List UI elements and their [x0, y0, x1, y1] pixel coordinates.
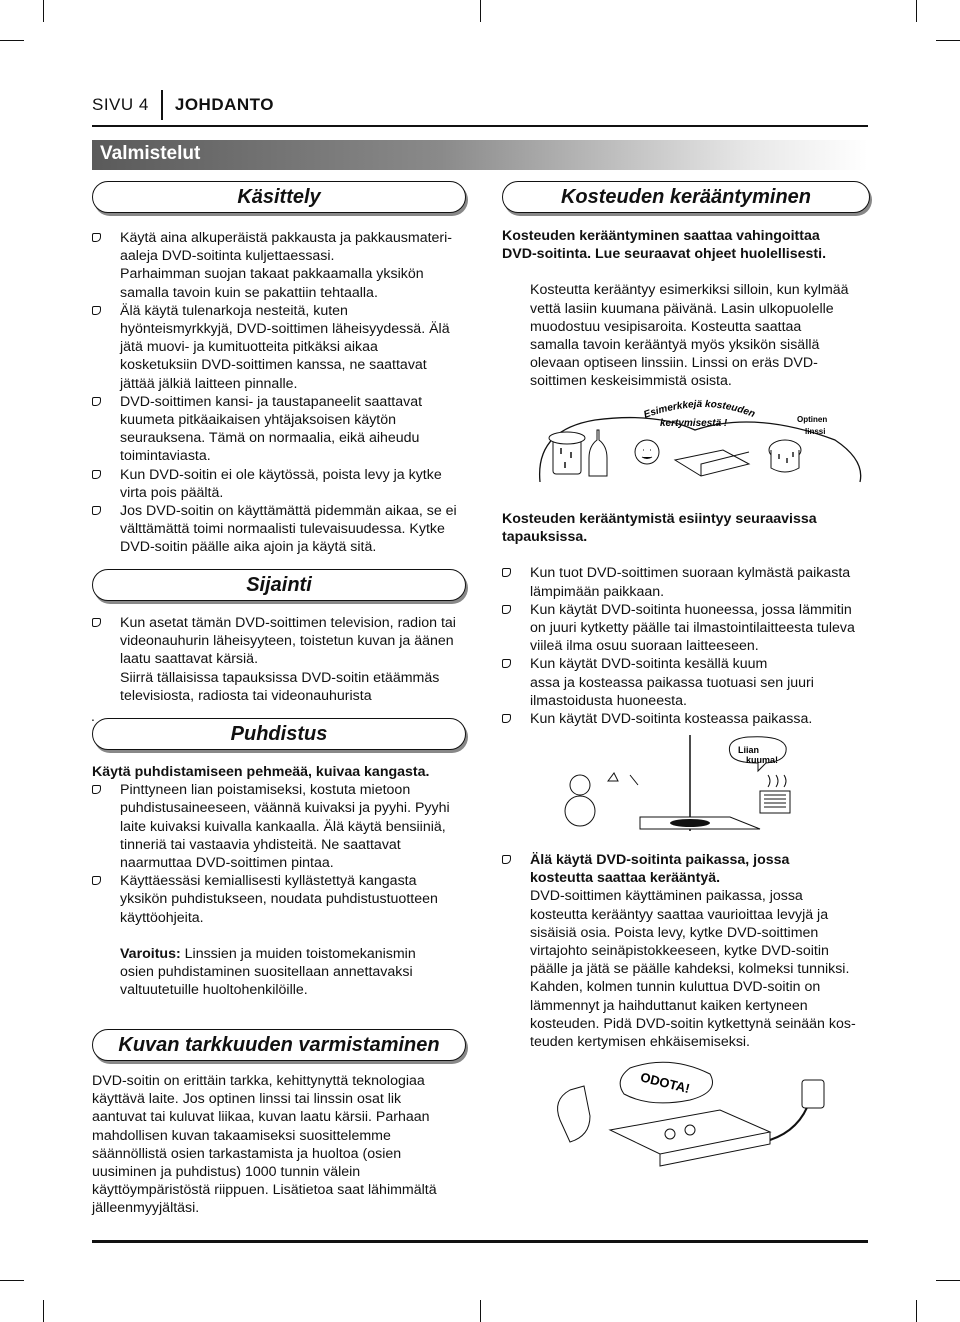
heading-text: Kuvan tarkkuuden varmistaminen: [118, 1033, 440, 1056]
list-item: Kun tuot DVD-soittimen suoraan kylmästä paikasta lämpimään paikkaan.: [502, 564, 876, 600]
page-header: [92, 88, 274, 122]
list-item: DVD-soittimen kansi- ja taustapaneelit saattavat kuumeta pitkäaikaisen yhtäjaksoisen käytön seurauksena. Tämä on normaalia, eikä aiheudu toimintaviasta.: [92, 393, 465, 466]
condensation-examples-illustration: [535, 390, 867, 488]
illus-label: linssi: [805, 427, 826, 436]
list-item: Kun asetat tämän DVD-soittimen television, radion tai videonauhurin läheisyyteen, toistetun kuvan ja äänen laatu saattavat kärsiä. Siirrä tällaisissa tapauksissa DVD-soitin etäämmäs televisiosta, radiosta tai videonauhurista: [92, 614, 465, 705]
crop-mark: [936, 40, 960, 41]
checkbox-bullet-icon: [92, 470, 101, 479]
dvd-player-icon: [675, 450, 749, 476]
checkbox-bullet-icon: [92, 306, 101, 315]
illus-caption: kertymisestä !: [660, 418, 728, 429]
section-heading-sijainti: [92, 569, 466, 601]
heading-text: Sijainti: [246, 573, 312, 596]
list-item: Älä käytä tulenarkoja nesteitä, kuten hyönteismyrkkyjä, DVD-soittimen läheisyydessä. Älä jätä muovi- ja kumituotteita pitkäksi aikaa kosketuksiin DVD-soittimen kanssa, ne saattavat jättää jälkiä laitteen pinnalle.: [92, 302, 465, 393]
crop-mark: [43, 1300, 44, 1322]
checkbox-bullet-icon: [92, 506, 101, 515]
checkbox-bullet-icon: [502, 855, 511, 864]
face-icon: [635, 440, 659, 464]
crop-mark: [0, 40, 24, 41]
crop-mark: [0, 1280, 24, 1281]
wait-illustration: [540, 1060, 840, 1170]
checkbox-bullet-icon: [502, 605, 511, 614]
puhdistus-text: [92, 763, 465, 999]
chapter-title: JOHDANTO: [174, 95, 274, 114]
checkbox-bullet-icon: [502, 714, 511, 723]
list-item: Jos DVD-soitin on käyttämättä pidemmän aikaa, se ei välttämättä toimi normaalisti tulevaisuudessa. Kytke DVD-soitin päälle aika ajoin ja käytä sitä.: [92, 502, 465, 557]
illus-text: ODOTA!: [638, 1069, 692, 1097]
page-number: SIVU 4: [92, 95, 149, 114]
kosteus-dont: Älä käytä DVD-soitinta paikassa, jossa kosteutta saattaa kerääntyä. DVD-soittimen käyttäminen paikassa, jossa kosteutta kerääntyy saattaa vaurioittaa levyjä ja sisäisiä osia. Poista levy, kytke DVD-soittimen virtajohto seinäpistokkeeseen, kytke DVD-soitin päälle ja jätä se päälle kahdeksi, kolmeksi tunniksi. Kahden, kolmen tunnin kuluttua DVD-soitin on lämmennyt ja haihduttanut kaiken kertyneen kosteuden. Pidä DVD-soitin kytkettynä seinään kos- teuden kertymisen ehkäisemiseksi.: [502, 851, 876, 1051]
kuvan-text: DVD-soitin on erittäin tarkka, kehittynyttä teknologiaa käyttävä laite. Jos optinen linssi tai linssin osat lik aantuvat tai kuluvat liikaa, kuvan laatu kärsii. Parhaan mahdollisen kuvan takaamiseksi suosittelemme säännöllistä osien tarkastamista ja huoltoa (osien uusiminen ja puhdistus) 1000 tunnin välein käyttöympäristöstä riippuen. Lisätietoa saat lähimmältä jälleenmyyjältäsi.: [92, 1073, 437, 1217]
crop-mark: [43, 0, 44, 22]
hot-cold-illustration: [560, 735, 830, 835]
illus-caption: Esimerkkejä kosteuden: [642, 398, 757, 421]
checkbox-bullet-icon: [92, 876, 101, 885]
bottle-icon: [589, 430, 607, 476]
kasittely-list: [92, 229, 465, 557]
section-heading-kasittely: [92, 181, 466, 213]
heading-text: Kosteuden kerääntyminen: [560, 185, 812, 208]
list-item: Älä käytä DVD-soitinta paikassa, jossa kosteutta saattaa kerääntyä.: [502, 851, 876, 887]
list-item: Kun käytät DVD-soitinta kesällä kuum assa ja kosteassa paikassa tuotuasi sen juuri ilmastoidusta huoneesta.: [502, 655, 876, 710]
crop-mark: [936, 1280, 960, 1281]
footer-rule: [92, 1240, 868, 1243]
warning-note: Varoitus: Linssien ja muiden toistomekanismin osien puhdistaminen suositellaan annettavaksi valtuutetuille huoltohenkilöille.: [120, 945, 416, 999]
list-item: Käyttäessäsi kemiallisesti kyllästettyä kangasta yksikön puhdistukseen, noudata puhdistustuotteen käyttöohjeita.: [92, 872, 465, 927]
checkbox-bullet-icon: [92, 785, 101, 794]
header-rule: [92, 125, 868, 127]
illus-label: Optinen: [797, 415, 828, 424]
list-item: Pinttyneen lian poistamiseksi, kostuta mietoon puhdistusaineeseen, väännä kuivaksi ja pyyhi. Pyyhi laite kuivaksi kuivalla kankaalla. Älä käytä bensiiniä, tinneriä tai vastaavia yhdisteitä. Ne saattavat naarmuttaa DVD-soittimen pintaa.: [92, 781, 465, 872]
puhdistus-intro: Käytä puhdistamiseen pehmeää, kuivaa kangasta.: [92, 764, 430, 780]
hand-icon: [558, 1086, 590, 1142]
checkbox-bullet-icon: [92, 397, 101, 406]
snowman-icon: [570, 775, 590, 795]
list-item: Kun käytät DVD-soitinta huoneessa, jossa lämmitin on juuri kytketty päälle tai ilmastointilaitteesta tuleva viileä ilma osuu suoraan laitteeseen.: [502, 601, 876, 656]
heading-text: Puhdistus: [230, 722, 328, 745]
sijainti-text: [92, 614, 465, 705]
checkbox-bullet-icon: [92, 618, 101, 627]
checkbox-bullet-icon: [92, 233, 101, 242]
checkbox-bullet-icon: [502, 568, 511, 577]
section-banner: [92, 140, 868, 170]
heater-icon: [760, 791, 790, 813]
crop-mark: [480, 1300, 481, 1322]
section-banner-title: Valmistelut: [100, 143, 201, 164]
section-heading-puhdistus: [92, 718, 466, 750]
stray-dot: .: [91, 708, 95, 724]
illus-text: kuuma!: [746, 755, 779, 765]
heading-text: Käsittely: [237, 185, 321, 208]
crop-mark: [916, 1300, 917, 1322]
list-item: Käytä aina alkuperäistä pakkausta ja pakkausmateri- aaleja DVD-soitinta kuljettaessasi. Parhaimman suojan takaat pakkaamalla yksikön samalla tavoin kuin se pakattiin tehtaalla.: [92, 229, 465, 302]
section-heading-kuvan: [92, 1029, 466, 1061]
kosteus-intro: Kosteuden kerääntyminen saattaa vahingoittaa DVD-soitinta. Lue seuraavat ohjeet huolellisesti. Kosteutta kerääntyy esimerkiksi silloin, kun kylmää vettä lasiin kuumana päivänä. Lasin ulkopuolelle muodostuu vesipisaroita. Kosteutta saattaa samalla tavoin kerääntyä myös yksikön sisällä olevaan optiseen linssiin. Linssi on eräs DVD- soittimen keskeisimmistä osista.: [502, 228, 849, 390]
kosteus-cases: Kosteuden kerääntymistä esiintyy seuraavissa tapauksissa. Kun tuot DVD-soittimen suoraan kylmästä paikasta lämpimään paikkaan. Kun käytät DVD-soitinta huoneessa, jossa lämmitin on juuri kytketty päälle tai ilmastointilaitteesta tuleva viileä ilma osuu suoraan laitteeseen. Kun käytät DVD-soitinta kesällä kuum assa ja kosteassa paikassa tuotuasi sen juuri ilmastoidusta huoneesta. Kun käytät DVD-soitinta kosteassa paikassa.: [502, 510, 876, 728]
illus-text: Liian: [738, 745, 760, 755]
wall-socket-icon: [802, 1080, 824, 1108]
checkbox-bullet-icon: [502, 659, 511, 668]
warning-label: Varoitus:: [120, 945, 181, 962]
crop-mark: [480, 0, 481, 22]
list-item: Kun DVD-soitin ei ole käytössä, poista levy ja kytke virta pois päältä.: [92, 466, 465, 502]
section-heading-kosteus: [502, 181, 870, 213]
crop-mark: [916, 0, 917, 22]
header-separator: [161, 90, 163, 120]
list-item: Kun käytät DVD-soitinta kosteassa paikassa.: [502, 710, 876, 728]
